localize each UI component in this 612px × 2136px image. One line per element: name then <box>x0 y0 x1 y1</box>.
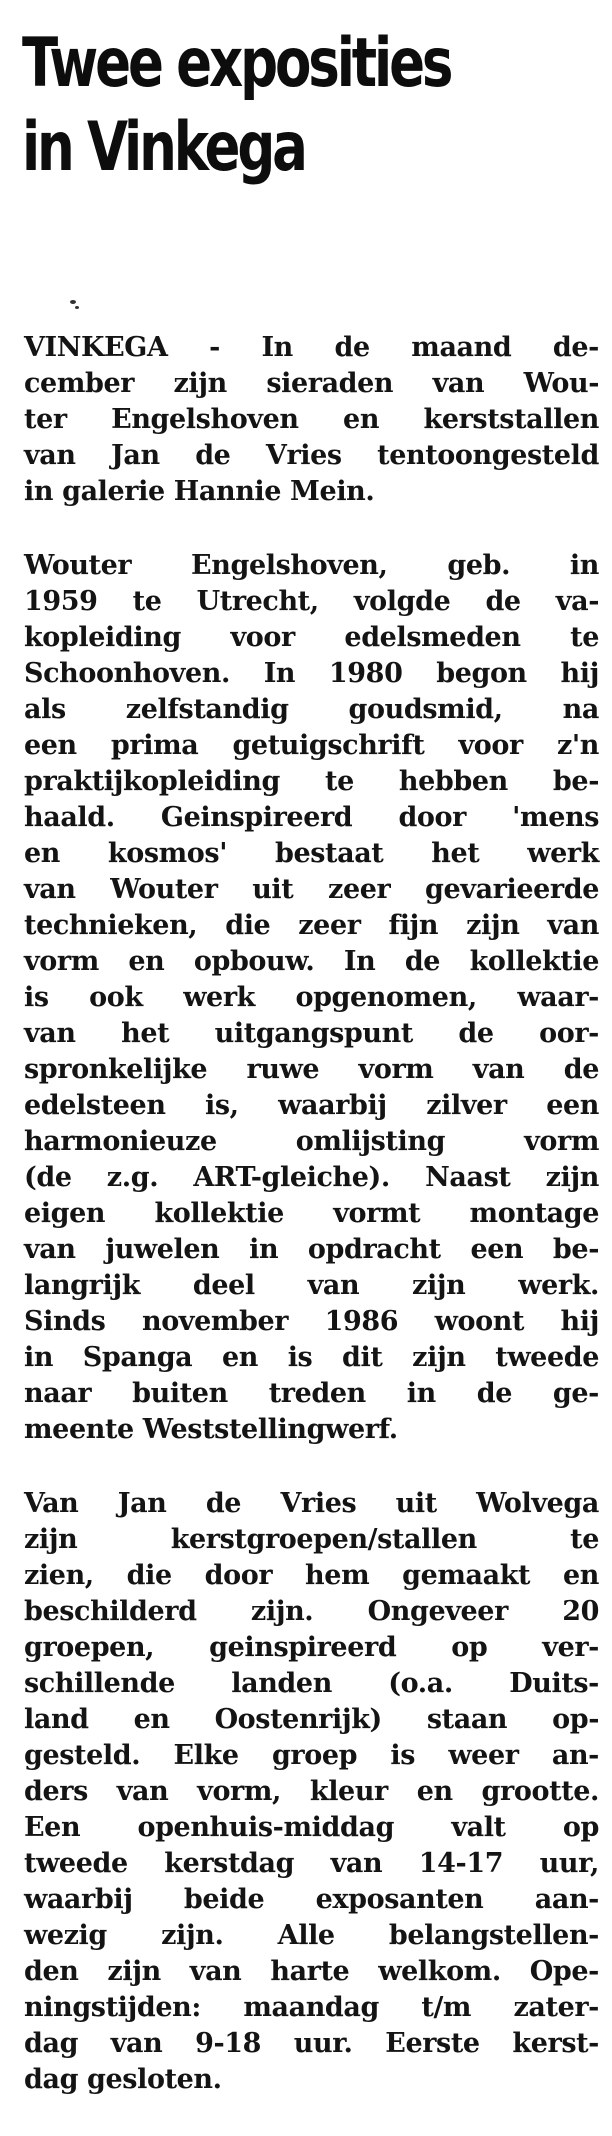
text-line: technieken, die zeer fijn zijn van <box>24 910 599 941</box>
text-line: zien, die door hem gemaakt en <box>24 1560 599 1591</box>
text-line: praktijkopleiding te hebben be- <box>24 766 599 797</box>
text-line: tweede kerstdag van 14-17 uur, <box>24 1848 599 1879</box>
text-line: land en Oostenrijk) staan op- <box>24 1704 599 1735</box>
text-line: ders van vorm, kleur en grootte. <box>24 1776 599 1807</box>
text-line: harmonieuze omlijsting vorm <box>24 1126 599 1157</box>
text-line: groepen, geinspireerd op ver- <box>24 1632 599 1663</box>
text-line: zijn kerstgroepen/stallen te <box>24 1524 599 1555</box>
text-line: beschilderd zijn. Ongeveer 20 <box>24 1596 599 1627</box>
article-paragraph-1 <box>24 330 599 510</box>
headline <box>22 22 459 190</box>
text-line: naar buiten treden in de ge- <box>24 1378 599 1409</box>
print-speck <box>75 306 79 309</box>
text-line: van het uitgangspunt de oor- <box>24 1018 599 1049</box>
text-line: langrijk deel van zijn werk. <box>24 1270 599 1301</box>
text-line: en kosmos' bestaat het werk <box>24 838 599 869</box>
text-line: edelsteen is, waarbij zilver een <box>24 1090 599 1121</box>
text-line: spronkelijke ruwe vorm van de <box>24 1054 599 1085</box>
article-paragraph-2 <box>24 548 599 1448</box>
text-line: den zijn van harte welkom. Ope- <box>24 1956 599 1987</box>
text-line: waarbij beide exposanten aan- <box>24 1884 599 1915</box>
text-line: cember zijn sieraden van Wou- <box>24 368 599 399</box>
text-line: in galerie Hannie Mein. <box>24 476 375 507</box>
text-line: Van Jan de Vries uit Wolvega <box>24 1488 599 1519</box>
text-line: VINKEGA - In de maand de- <box>24 332 599 363</box>
text-line: in Spanga en is dit zijn tweede <box>24 1342 599 1373</box>
text-line: eigen kollektie vormt montage <box>24 1198 599 1229</box>
text-line: gesteld. Elke groep is weer an- <box>24 1740 599 1771</box>
text-line: Wouter Engelshoven, geb. in <box>24 550 599 581</box>
text-line: van Jan de Vries tentoongesteld <box>24 440 599 471</box>
text-line: Sinds november 1986 woont hij <box>24 1306 599 1337</box>
print-speck <box>70 300 76 304</box>
text-line: Een openhuis-middag valt op <box>24 1812 599 1843</box>
headline-line-2: in Vinkega <box>22 108 305 187</box>
text-line: is ook werk opgenomen, waar- <box>24 982 599 1013</box>
text-line: ningstijden: maandag t/m zater- <box>24 1992 599 2023</box>
text-line: van juwelen in opdracht een be- <box>24 1234 599 1265</box>
text-line: meente Weststellingwerf. <box>24 1414 398 1445</box>
text-line: 1959 te Utrecht, volgde de va- <box>24 586 599 617</box>
text-line: schillende landen (o.a. Duits- <box>24 1668 599 1699</box>
text-line: dag gesloten. <box>24 2064 222 2095</box>
text-line: Schoonhoven. In 1980 begon hij <box>24 658 599 689</box>
text-line: kopleiding voor edelsmeden te <box>24 622 599 653</box>
article-body <box>24 330 599 2136</box>
article-paragraph-3 <box>24 1486 599 2098</box>
text-line: van Wouter uit zeer gevarieerde <box>24 874 599 905</box>
headline-line-1: Twee exposities <box>22 24 451 103</box>
text-line: wezig zijn. Alle belangstellen- <box>24 1920 599 1951</box>
text-line: ter Engelshoven en kerststallen <box>24 404 599 435</box>
text-line: haald. Geinspireerd door 'mens <box>24 802 599 833</box>
text-line: dag van 9-18 uur. Eerste kerst- <box>24 2028 599 2059</box>
text-line: vorm en opbouw. In de kollektie <box>24 946 599 977</box>
text-line: een prima getuigschrift voor z'n <box>24 730 599 761</box>
text-line: als zelfstandig goudsmid, na <box>24 694 599 725</box>
text-line: (de z.g. ART-gleiche). Naast zijn <box>24 1162 599 1193</box>
